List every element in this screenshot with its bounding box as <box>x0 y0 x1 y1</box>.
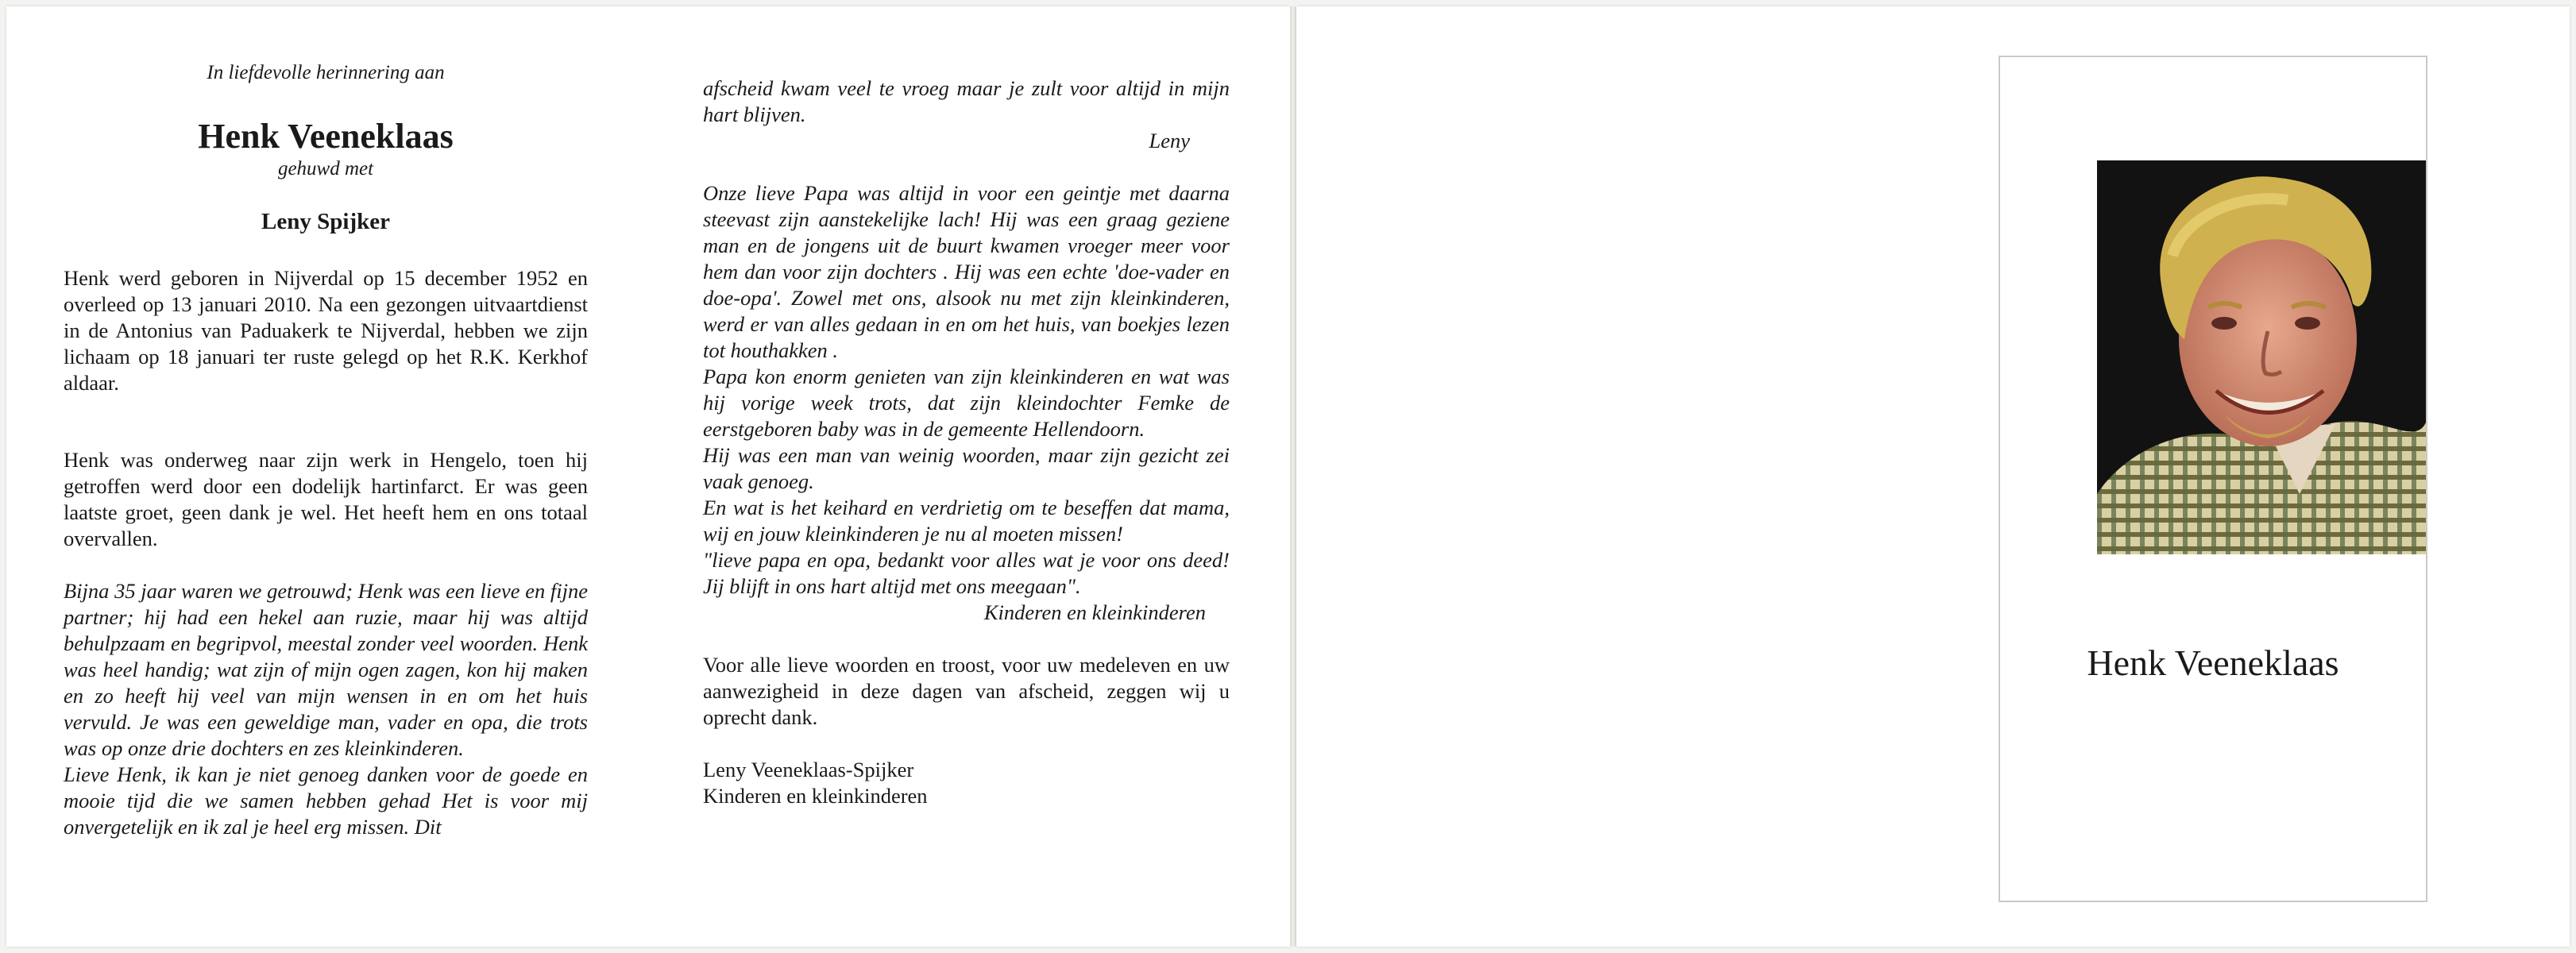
married-line: gehuwd met <box>277 158 374 179</box>
closing-family: Kinderen en kleinkinderen <box>703 784 928 808</box>
front-caption: Henk Veeneklaas <box>2087 642 2339 683</box>
farewell-continuation: afscheid kwam veel te vroeg maar je zult voor altijd in mijn hart blijven. <box>703 76 1230 126</box>
spouse-tribute-paragraph: Bijna 35 jaar waren we getrouwd; Henk was een lieve en fijne partner; hij had een hekel aan ruzie, maar hij was altijd behulpzaam en begripvol, meestal zonder veel woorden. Henk was heel handig; wat zijn of mijn ogen zagen, kon hij maken en zo heeft hij veel van mijn wensen in en om het huis vervuld. Je was een geweldige man, vader en opa, die trots was op onze drie dochters en zes kleinkinderen. <box>64 579 588 760</box>
spouse-farewell-paragraph: Lieve Henk, ik kan je niet genoeg danken voor de goede en mooie tijd die we samen hebben gehad Het is voor mij onvergetelijk en ik zal je heel erg missen. Dit <box>64 762 588 839</box>
children-tribute-paragraph: Onze lieve Papa was altijd in voor een geintje met daarna steevast zijn aanstekelijke lach! Hij was een graag geziene man en de jongens uit de buurt kwamen vroeger meer voor hem dan voor zijn dochters . Hij was een echte 'doe-vader en doe-opa'. Zowel met ons, alsook nu met zijn kleinkinderen, werd er van alles gedaan in en om het huis, van boekjes lezen tot houthakken . <box>703 181 1230 362</box>
left-text-column <box>64 62 588 840</box>
portrait-illustration <box>2097 160 2426 554</box>
passing-paragraph: Henk was onderweg naar zijn werk in Hengelo, toen hij getroffen werd door een dodelijk hartinfarct. Er was geen laatste groet, geen dank je wel. Het heeft hem en ons totaal overvallen. <box>64 448 588 550</box>
thanks-paragraph: Voor alle lieve woorden en troost, voor uw medeleven en uw aanwezigheid in deze dagen van afscheid, zeggen wij u oprecht dank. <box>703 653 1230 729</box>
signature-leny: Leny <box>1149 129 1190 152</box>
quote-paragraph: "lieve papa en opa, bedankt voor alles wat je voor ons deed! Jij blijft in ons hart altijd met ons meegaan". <box>703 548 1230 598</box>
card-fold <box>1290 6 1296 947</box>
grandchildren-paragraph: Papa kon enorm genieten van zijn kleinkinderen en wat was hij vorige week trots, dat zijn kleindochter Femke de eerstgeboren baby was in de gemeente Hellendoorn. <box>703 365 1230 441</box>
few-words-paragraph: Hij was een man van weinig woorden, maar zijn gezicht zei vaak genoeg. <box>703 443 1230 493</box>
closing-name: Leny Veeneklaas-Spijker <box>703 758 914 781</box>
life-details-paragraph: Henk werd geboren in Nijverdal op 15 december 1952 en overleed op 13 januari 2010. Na een gezongen uitvaartdienst in de Antonius van Paduakerk te Nijverdal, hebben we zijn lichaam op 18 januari ter ruste gelegd op het R.K. Kerkhof aldaar. <box>64 266 588 395</box>
signature-children: Kinderen en kleinkinderen <box>983 600 1206 624</box>
sorrow-paragraph: En wat is het keihard en verdrietig om te beseffen dat mama, wij en jouw kleinkinderen je nu al moeten missen! <box>703 496 1230 546</box>
right-text-column <box>703 75 1230 809</box>
spouse-name: Leny Spijker <box>261 209 390 234</box>
portrait-photo <box>2097 160 2426 554</box>
deceased-name: Henk Veeneklaas <box>198 117 454 156</box>
intro-line: In liefdevolle herinnering aan <box>207 62 445 83</box>
